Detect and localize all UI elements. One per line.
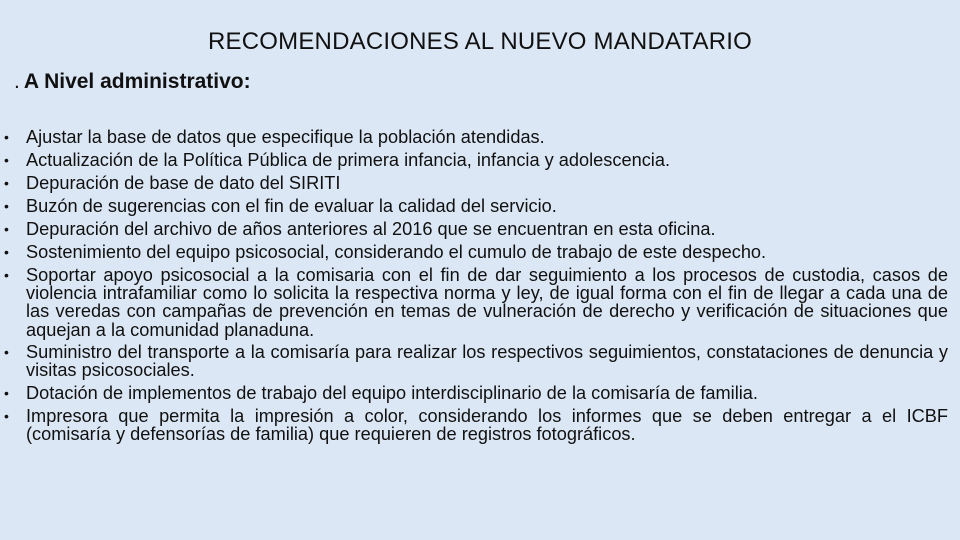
list-item bbox=[4, 195, 948, 218]
bullet-icon: • bbox=[4, 174, 9, 191]
list-item-text: Soportar apoyo psicosocial a la comisaria con el fin de dar seguimiento a los procesos de custodia, casos de violencia intrafamiliar como lo solicita la respectiva norma y ley, de igual forma con el fin de llegar a cada una de las veredas con campañas de prevención en temas de vulneración de derecho y verificación de situaciones que aquejan a la comunidad planaduna. bbox=[26, 264, 948, 340]
section-heading-prefix: . bbox=[14, 70, 20, 93]
bullet-icon: • bbox=[4, 129, 9, 145]
list-item-text: Depuración del archivo de años anteriores al 2016 que se encuentran en esta oficina. bbox=[26, 218, 716, 239]
bullet-icon: • bbox=[4, 384, 9, 401]
bullet-icon: • bbox=[4, 266, 9, 283]
bullet-icon: • bbox=[4, 151, 9, 168]
list-item-text: Ajustar la base de datos que especifique la población atendidas. bbox=[26, 127, 545, 147]
list-item bbox=[4, 172, 948, 195]
bullet-icon: • bbox=[4, 220, 9, 237]
list-item bbox=[4, 405, 948, 445]
bullet-icon: • bbox=[4, 407, 9, 424]
section-heading-text: A Nivel administrativo: bbox=[23, 70, 251, 93]
section-heading bbox=[14, 70, 251, 94]
list-item-text: Buzón de sugerencias con el fin de evaluar la calidad del servicio. bbox=[26, 195, 557, 216]
list-item-text: Impresora que permita la impresión a color, considerando los informes que se deben entregar a el ICBF (comisaría y defensorías de familia) que requieren de registros fotográficos. bbox=[26, 405, 948, 445]
list-item-text: Suministro del transporte a la comisaría para realizar los respectivos seguimientos, constataciones de denuncia y visitas psicosociales. bbox=[26, 342, 948, 381]
list-item-text: Depuración de base de dato del SIRITI bbox=[26, 172, 341, 193]
list-item bbox=[4, 126, 948, 149]
list-item bbox=[4, 264, 948, 341]
list-item bbox=[4, 149, 948, 172]
list-item-text: Dotación de implementos de trabajo del equipo interdisciplinario de la comisaría de familia. bbox=[26, 382, 758, 403]
bullet-icon: • bbox=[4, 197, 9, 214]
list-item bbox=[4, 382, 948, 405]
list-item-text: Actualización de la Política Pública de primera infancia, infancia y adolescencia. bbox=[26, 149, 670, 170]
list-item bbox=[4, 218, 948, 241]
bullet-icon: • bbox=[4, 344, 9, 361]
list-item bbox=[4, 341, 948, 381]
list-item bbox=[4, 241, 948, 264]
bullet-icon: • bbox=[4, 243, 9, 260]
list-item-text: Sostenimiento del equipo psicosocial, considerando el cumulo de trabajo de este despecho. bbox=[26, 241, 767, 262]
page-title: RECOMENDACIONES AL NUEVO MANDATARIO bbox=[208, 28, 752, 55]
recommendations-list bbox=[4, 126, 948, 446]
